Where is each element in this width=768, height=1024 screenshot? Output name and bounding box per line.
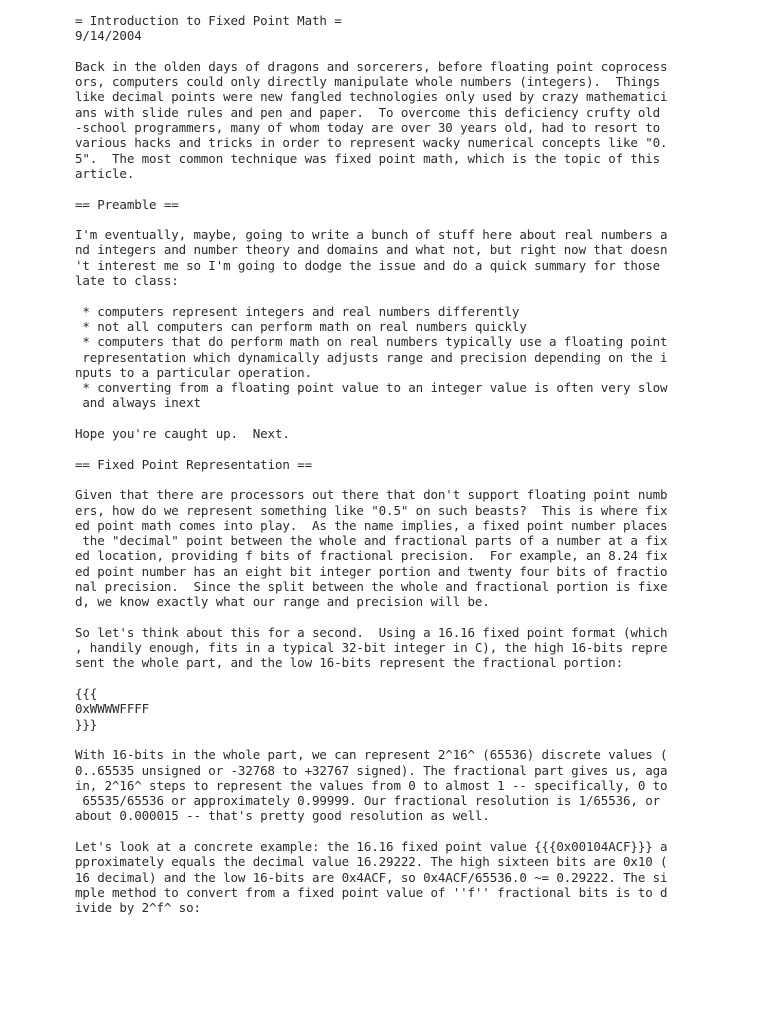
text-line: = Introduction to Fixed Point Math = xyxy=(75,13,342,28)
text-line: the "decimal" point between the whole and fractional parts of a number at a fix xyxy=(75,533,668,549)
text-line: ivide by 2^f^ so: xyxy=(75,900,201,916)
text-line: ers, how do we represent something like "0.5" on such beasts? This is where fix xyxy=(75,502,668,518)
text-line: late to class: xyxy=(75,273,179,289)
blank-line xyxy=(75,181,755,196)
text-line: 65535/65536 or approximately 0.99999. Our fractional resolution is 1/65536, or xyxy=(75,793,661,809)
text-line: * computers that do perform math on real numbers typically use a floating point xyxy=(75,334,668,350)
document-text xyxy=(75,13,755,916)
blank-line xyxy=(75,671,755,686)
text-line: 16 decimal) and the low 16-bits are 0x4ACF, so 0x4ACF/65536.0 ~= 0.29222. The si xyxy=(75,869,668,885)
text-line: So let's think about this for a second. Using a 16.16 fixed point format (which xyxy=(75,624,668,640)
text-line: ed point math comes into play. As the name implies, a fixed point number places xyxy=(75,517,668,533)
blank-line xyxy=(75,441,755,456)
text-line: pproximately equals the decimal value 16.29222. The high sixteen bits are 0x10 ( xyxy=(75,854,668,870)
text-line: 9/14/2004 xyxy=(75,28,142,44)
text-line: Back in the olden days of dragons and sorcerers, before floating point coprocess xyxy=(75,58,668,74)
text-line: nd integers and number theory and domains and what not, but right now that doesn xyxy=(75,242,668,258)
blank-line xyxy=(75,44,755,59)
blank-line xyxy=(75,411,755,426)
text-line: With 16-bits in the whole part, we can represent 2^16^ (65536) discrete values ( xyxy=(75,747,668,763)
text-line: 5". The most common technique was fixed point math, which is the topic of this xyxy=(75,150,661,166)
text-line: ed location, providing f bits of fractional precision. For example, an 8.24 fix xyxy=(75,548,668,564)
text-line: nputs to a particular operation. xyxy=(75,364,312,380)
text-line: representation which dynamically adjusts range and precision depending on the i xyxy=(75,349,668,365)
blank-line xyxy=(75,472,755,487)
blank-line xyxy=(75,732,755,747)
text-line: like decimal points were new fangled technologies only used by crazy mathematici xyxy=(75,89,668,105)
text-line: d, we know exactly what our range and precision will be. xyxy=(75,594,490,610)
text-line: == Preamble == xyxy=(75,196,179,212)
text-line: sent the whole part, and the low 16-bits represent the fractional portion: xyxy=(75,655,624,671)
text-line: mple method to convert from a fixed point value of ''f'' fractional bits is to d xyxy=(75,884,668,900)
text-line: * not all computers can perform math on real numbers quickly xyxy=(75,318,527,334)
text-line: ed point number has an eight bit integer portion and twenty four bits of fractio xyxy=(75,563,668,579)
text-line: about 0.000015 -- that's pretty good resolution as well. xyxy=(75,808,490,824)
text-line: * computers represent integers and real numbers differently xyxy=(75,303,520,319)
text-line: Given that there are processors out there that don't support floating point numb xyxy=(75,487,668,503)
blank-line xyxy=(75,288,755,303)
blank-line xyxy=(75,212,755,227)
text-line: }}} xyxy=(75,716,98,732)
text-line: 't interest me so I'm going to dodge the issue and do a quick summary for those xyxy=(75,257,661,273)
text-line: ans with slide rules and pen and paper. To overcome this deficiency crufty old xyxy=(75,104,661,120)
text-line: I'm eventually, maybe, going to write a bunch of stuff here about real numbers a xyxy=(75,227,668,243)
text-line: * converting from a floating point value to an integer value is often very slow xyxy=(75,380,668,396)
text-line: -school programmers, many of whom today are over 30 years old, had to resort to xyxy=(75,120,661,136)
text-line: == Fixed Point Representation == xyxy=(75,456,312,472)
text-line: in, 2^16^ steps to represent the values from 0 to almost 1 -- specifically, 0 to xyxy=(75,777,668,793)
text-line: 0..65535 unsigned or -32768 to +32767 signed). The fractional part gives us, aga xyxy=(75,762,668,778)
text-line: various hacks and tricks in order to represent wacky numerical concepts like "0. xyxy=(75,135,668,151)
text-line: Let's look at a concrete example: the 16.16 fixed point value {{{0x00104ACF}}} a xyxy=(75,839,668,855)
text-line: {{{ xyxy=(75,686,98,702)
text-line: ors, computers could only directly manipulate whole numbers (integers). Things xyxy=(75,74,661,90)
text-line: nal precision. Since the split between the whole and fractional portion is fixe xyxy=(75,578,668,594)
blank-line xyxy=(75,610,755,625)
text-line: Hope you're caught up. Next. xyxy=(75,426,290,442)
text-line: and always inext xyxy=(75,395,201,411)
text-line: , handily enough, fits in a typical 32-bit integer in C), the high 16-bits repre xyxy=(75,640,668,656)
text-line: 0xWWWWFFFF xyxy=(75,701,150,717)
text-line: article. xyxy=(75,165,135,181)
blank-line xyxy=(75,824,755,839)
